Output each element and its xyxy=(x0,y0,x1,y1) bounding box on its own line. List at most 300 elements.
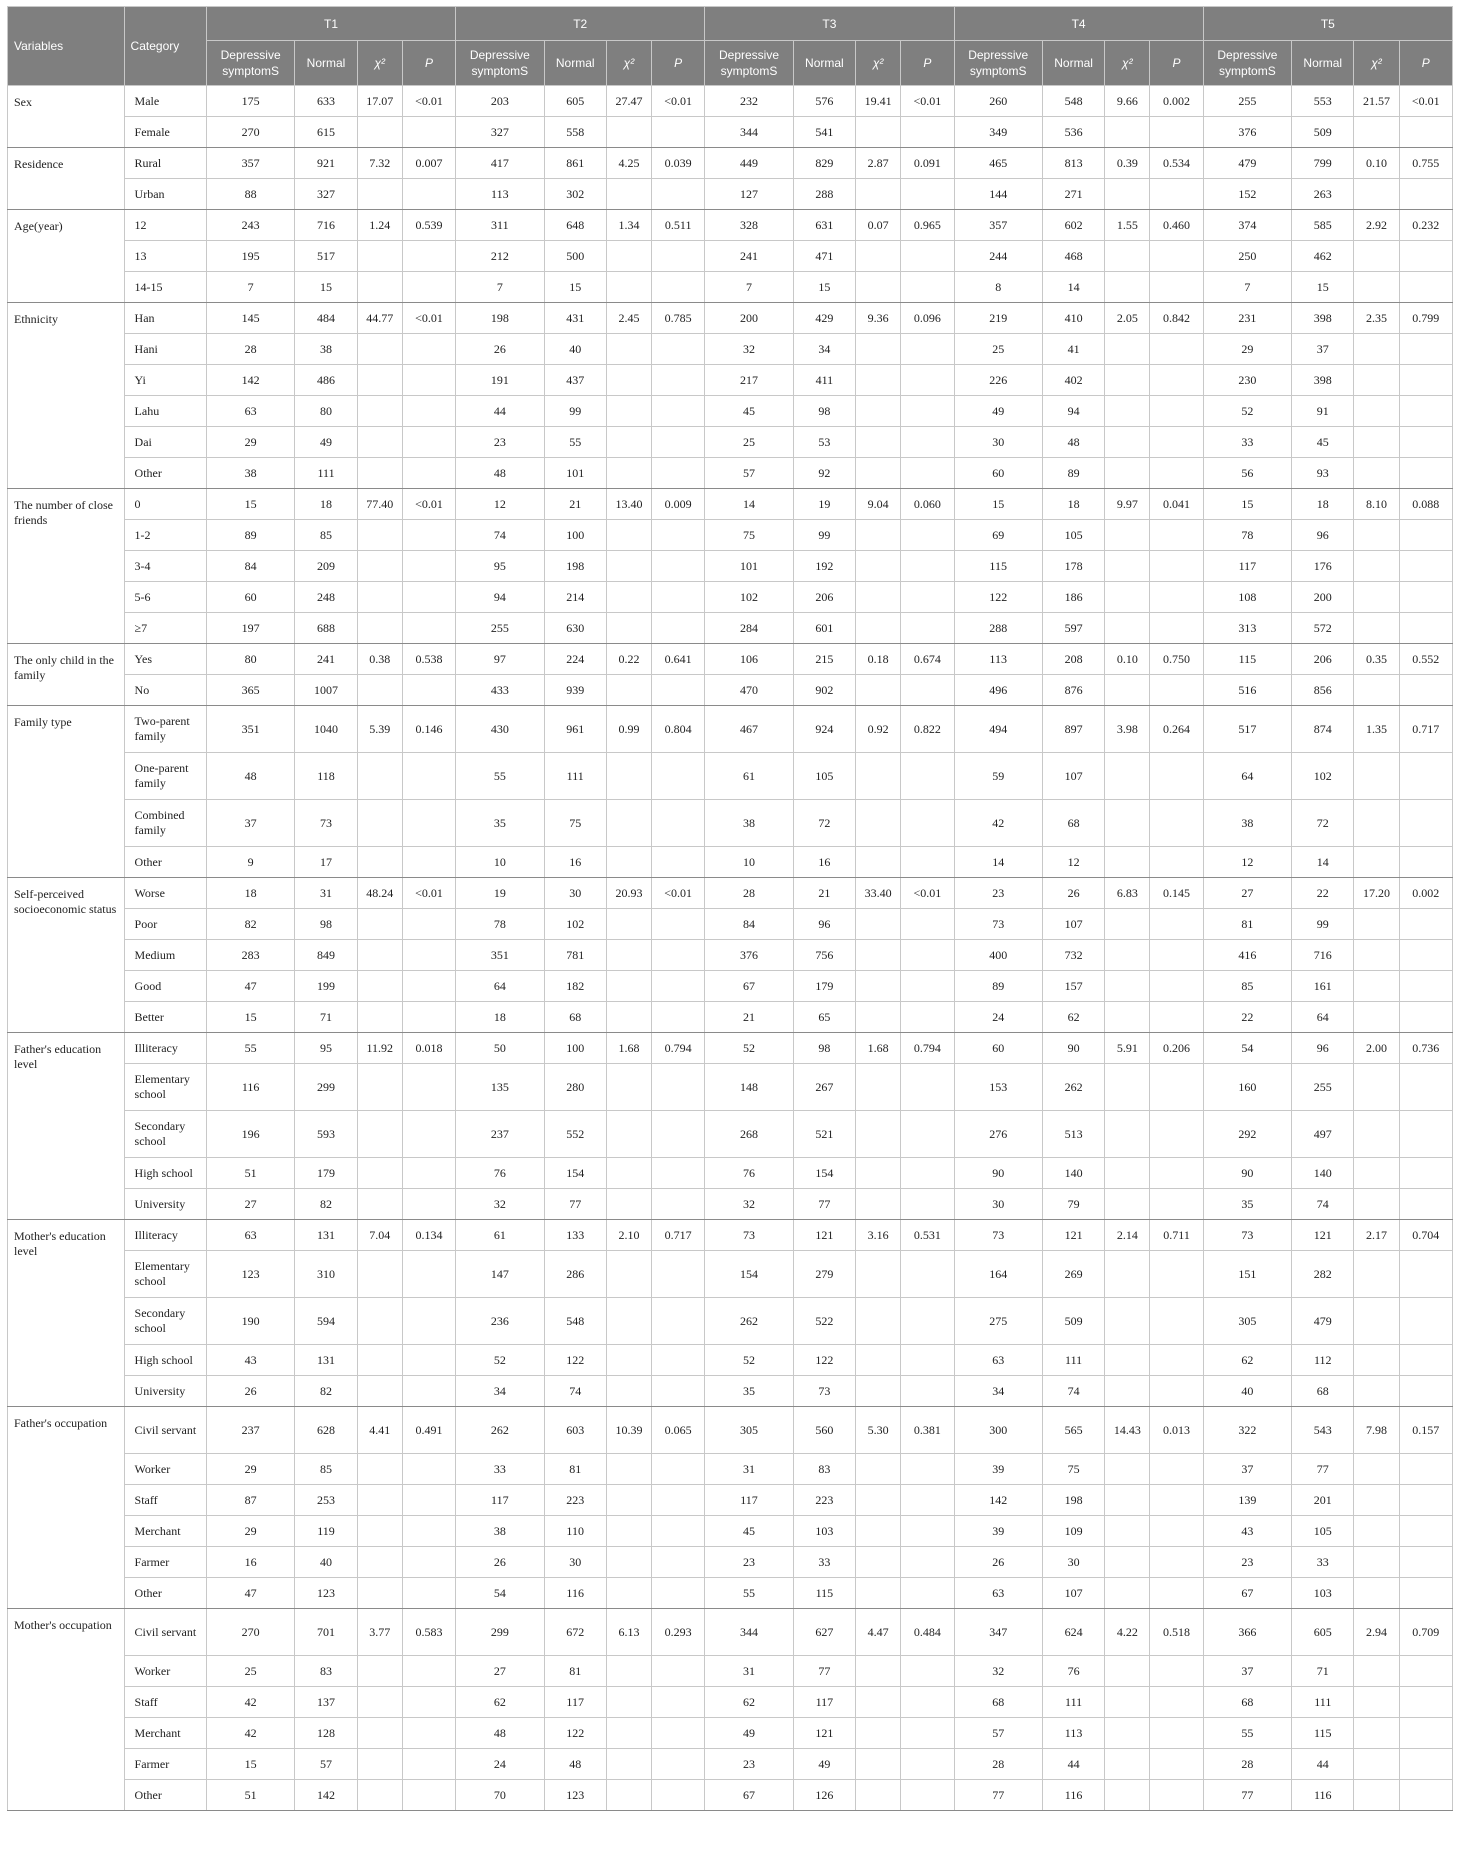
value-cell: 1040 xyxy=(295,706,357,753)
value-cell xyxy=(901,1516,954,1547)
table-row xyxy=(8,1158,1453,1189)
value-cell xyxy=(606,1485,651,1516)
value-cell: 80 xyxy=(295,396,357,427)
value-cell: 77 xyxy=(1292,1454,1354,1485)
value-cell: 0.134 xyxy=(402,1220,455,1251)
value-cell xyxy=(1105,800,1150,847)
value-cell xyxy=(1105,1064,1150,1111)
value-cell: 99 xyxy=(1292,909,1354,940)
value-cell: 0.041 xyxy=(1150,489,1203,520)
value-cell: 96 xyxy=(793,909,855,940)
value-cell: 67 xyxy=(1203,1578,1291,1609)
value-cell: 4.25 xyxy=(606,148,651,179)
value-cell: 0.717 xyxy=(1399,706,1452,753)
value-cell: 190 xyxy=(206,1298,294,1345)
value-cell: 0.39 xyxy=(1105,148,1150,179)
value-cell xyxy=(1150,520,1203,551)
value-cell: 212 xyxy=(456,241,544,272)
value-cell: 509 xyxy=(1292,117,1354,148)
value-cell: 33 xyxy=(793,1547,855,1578)
value-cell: 199 xyxy=(295,971,357,1002)
value-cell xyxy=(1150,551,1203,582)
variable-cell: Father's occupation xyxy=(8,1407,125,1609)
value-cell: 6.83 xyxy=(1105,878,1150,909)
value-cell xyxy=(357,1547,402,1578)
value-cell: 1.68 xyxy=(856,1033,901,1064)
category-cell: Secondary school xyxy=(124,1298,206,1345)
value-cell: 105 xyxy=(1042,520,1104,551)
value-cell: 179 xyxy=(295,1158,357,1189)
category-cell: Han xyxy=(124,303,206,334)
value-cell xyxy=(402,1687,455,1718)
value-cell xyxy=(606,334,651,365)
value-cell: 76 xyxy=(456,1158,544,1189)
value-cell: 57 xyxy=(295,1749,357,1780)
value-cell: 73 xyxy=(793,1376,855,1407)
value-cell: 28 xyxy=(1203,1749,1291,1780)
value-cell xyxy=(606,365,651,396)
table-row xyxy=(8,334,1453,365)
table-row xyxy=(8,1251,1453,1298)
value-cell: 116 xyxy=(1042,1780,1104,1811)
value-cell: 52 xyxy=(1203,396,1291,427)
table-row xyxy=(8,1189,1453,1220)
value-cell xyxy=(1150,582,1203,613)
value-cell xyxy=(1150,1485,1203,1516)
value-cell: 16 xyxy=(793,847,855,878)
value-cell xyxy=(357,971,402,1002)
value-cell xyxy=(1105,334,1150,365)
header-category: Category xyxy=(124,7,206,86)
value-cell xyxy=(1354,365,1399,396)
value-cell xyxy=(1105,1376,1150,1407)
value-cell xyxy=(1105,1656,1150,1687)
value-cell: 0.10 xyxy=(1354,148,1399,179)
value-cell: 101 xyxy=(544,458,606,489)
value-cell: 856 xyxy=(1292,675,1354,706)
value-cell xyxy=(901,613,954,644)
value-cell: 302 xyxy=(544,179,606,210)
value-cell: 110 xyxy=(544,1516,606,1547)
value-cell: 344 xyxy=(705,117,793,148)
value-cell xyxy=(357,800,402,847)
value-cell: 283 xyxy=(206,940,294,971)
category-cell: High school xyxy=(124,1158,206,1189)
value-cell xyxy=(606,272,651,303)
value-cell: 151 xyxy=(1203,1251,1291,1298)
value-cell: 55 xyxy=(1203,1718,1291,1749)
subheader-depressive: Depressive symptomS xyxy=(954,41,1042,86)
value-cell xyxy=(652,117,705,148)
value-cell: 201 xyxy=(1292,1485,1354,1516)
value-cell xyxy=(1105,365,1150,396)
value-cell: 62 xyxy=(1042,1002,1104,1033)
value-cell: 0.065 xyxy=(652,1407,705,1454)
value-cell: 44 xyxy=(1292,1749,1354,1780)
value-cell: 121 xyxy=(1042,1220,1104,1251)
value-cell: 874 xyxy=(1292,706,1354,753)
value-cell: 12 xyxy=(1203,847,1291,878)
value-cell xyxy=(1150,800,1203,847)
value-cell: 157 xyxy=(1042,971,1104,1002)
value-cell: 701 xyxy=(295,1609,357,1656)
value-cell: 223 xyxy=(793,1485,855,1516)
value-cell: 0.736 xyxy=(1399,1033,1452,1064)
table-row xyxy=(8,582,1453,613)
table-row xyxy=(8,1718,1453,1749)
value-cell xyxy=(1354,1064,1399,1111)
value-cell: 594 xyxy=(295,1298,357,1345)
value-cell xyxy=(901,1376,954,1407)
value-cell: 11.92 xyxy=(357,1033,402,1064)
table-row xyxy=(8,1454,1453,1485)
value-cell xyxy=(652,1111,705,1158)
table-row xyxy=(8,1547,1453,1578)
value-cell: 121 xyxy=(1292,1220,1354,1251)
value-cell: 23 xyxy=(1203,1547,1291,1578)
value-cell: 255 xyxy=(1292,1064,1354,1111)
value-cell xyxy=(1105,753,1150,800)
value-cell: 255 xyxy=(456,613,544,644)
value-cell xyxy=(1354,520,1399,551)
value-cell: 0.794 xyxy=(652,1033,705,1064)
value-cell: <0.01 xyxy=(402,86,455,117)
value-cell: 200 xyxy=(705,303,793,334)
category-cell: University xyxy=(124,1189,206,1220)
category-cell: Elementary school xyxy=(124,1064,206,1111)
value-cell: 206 xyxy=(1292,644,1354,675)
value-cell: 22 xyxy=(1292,878,1354,909)
value-cell: 77 xyxy=(954,1780,1042,1811)
value-cell: 7 xyxy=(206,272,294,303)
table-container xyxy=(7,6,1453,1811)
subheader-p: P xyxy=(901,41,954,86)
value-cell: 75 xyxy=(705,520,793,551)
value-cell: 517 xyxy=(1203,706,1291,753)
value-cell: 37 xyxy=(206,800,294,847)
value-cell: 231 xyxy=(1203,303,1291,334)
value-cell: 31 xyxy=(705,1656,793,1687)
value-cell: <0.01 xyxy=(402,878,455,909)
category-cell: Other xyxy=(124,458,206,489)
table-row xyxy=(8,551,1453,582)
value-cell xyxy=(652,396,705,427)
value-cell: 627 xyxy=(793,1609,855,1656)
value-cell: 268 xyxy=(705,1111,793,1158)
value-cell: 688 xyxy=(295,613,357,644)
value-cell: 0.039 xyxy=(652,148,705,179)
value-cell: 18 xyxy=(295,489,357,520)
value-cell: 0.146 xyxy=(402,706,455,753)
value-cell: 103 xyxy=(1292,1578,1354,1609)
value-cell: 113 xyxy=(1042,1718,1104,1749)
value-cell: 585 xyxy=(1292,210,1354,241)
value-cell xyxy=(1105,1780,1150,1811)
value-cell: 21.57 xyxy=(1354,86,1399,117)
category-cell: Rural xyxy=(124,148,206,179)
value-cell xyxy=(402,1111,455,1158)
value-cell xyxy=(856,1718,901,1749)
value-cell xyxy=(1354,1251,1399,1298)
value-cell: 398 xyxy=(1292,365,1354,396)
value-cell: 77.40 xyxy=(357,489,402,520)
variable-cell: Sex xyxy=(8,86,125,148)
value-cell: 55 xyxy=(705,1578,793,1609)
value-cell: 31 xyxy=(705,1454,793,1485)
value-cell: 648 xyxy=(544,210,606,241)
value-cell xyxy=(357,365,402,396)
value-cell: 68 xyxy=(1203,1687,1291,1718)
value-cell: 431 xyxy=(544,303,606,334)
value-cell xyxy=(856,241,901,272)
value-cell: 198 xyxy=(1042,1485,1104,1516)
value-cell xyxy=(606,1158,651,1189)
subheader-p: P xyxy=(1150,41,1203,86)
value-cell xyxy=(652,1251,705,1298)
value-cell xyxy=(357,1298,402,1345)
value-cell xyxy=(357,1656,402,1687)
value-cell xyxy=(1105,520,1150,551)
value-cell: 0.10 xyxy=(1105,644,1150,675)
value-cell xyxy=(402,272,455,303)
value-cell xyxy=(1150,1002,1203,1033)
value-cell xyxy=(1105,427,1150,458)
value-cell: 25 xyxy=(705,427,793,458)
value-cell: 417 xyxy=(456,148,544,179)
value-cell: 14 xyxy=(954,847,1042,878)
value-cell: 39 xyxy=(954,1516,1042,1547)
value-cell: 111 xyxy=(544,753,606,800)
value-cell xyxy=(357,427,402,458)
value-cell: 15 xyxy=(206,1749,294,1780)
value-cell: 0.711 xyxy=(1150,1220,1203,1251)
value-cell: 45 xyxy=(705,396,793,427)
value-cell: 90 xyxy=(954,1158,1042,1189)
value-cell: 89 xyxy=(954,971,1042,1002)
value-cell: 23 xyxy=(954,878,1042,909)
value-cell: 89 xyxy=(206,520,294,551)
value-cell: 131 xyxy=(295,1345,357,1376)
variable-cell: Residence xyxy=(8,148,125,210)
value-cell xyxy=(856,272,901,303)
value-cell: <0.01 xyxy=(402,303,455,334)
variable-cell: Mother's occupation xyxy=(8,1609,125,1811)
value-cell: 28 xyxy=(954,1749,1042,1780)
value-cell xyxy=(1150,753,1203,800)
value-cell: 72 xyxy=(793,800,855,847)
value-cell: 198 xyxy=(456,303,544,334)
value-cell xyxy=(901,1578,954,1609)
category-cell: 1-2 xyxy=(124,520,206,551)
value-cell: 48 xyxy=(456,458,544,489)
value-cell xyxy=(357,1002,402,1033)
value-cell xyxy=(606,1516,651,1547)
value-cell xyxy=(1399,241,1452,272)
value-cell: 416 xyxy=(1203,940,1291,971)
value-cell xyxy=(901,520,954,551)
value-cell xyxy=(856,847,901,878)
value-cell xyxy=(357,582,402,613)
value-cell: 322 xyxy=(1203,1407,1291,1454)
value-cell xyxy=(402,551,455,582)
value-cell xyxy=(357,1718,402,1749)
value-cell: 38 xyxy=(206,458,294,489)
table-row xyxy=(8,847,1453,878)
value-cell xyxy=(1105,458,1150,489)
value-cell xyxy=(1150,613,1203,644)
value-cell xyxy=(901,241,954,272)
value-cell xyxy=(652,971,705,1002)
value-cell xyxy=(1150,1064,1203,1111)
value-cell: 54 xyxy=(1203,1033,1291,1064)
value-cell xyxy=(1105,940,1150,971)
value-cell: 102 xyxy=(705,582,793,613)
category-cell: Medium xyxy=(124,940,206,971)
value-cell xyxy=(1354,1485,1399,1516)
value-cell xyxy=(652,1189,705,1220)
value-cell: 117 xyxy=(544,1687,606,1718)
value-cell xyxy=(652,179,705,210)
value-cell: 56 xyxy=(1203,458,1291,489)
value-cell: 15 xyxy=(954,489,1042,520)
value-cell: 160 xyxy=(1203,1064,1291,1111)
value-cell xyxy=(652,1780,705,1811)
value-cell xyxy=(402,1656,455,1687)
value-cell xyxy=(357,1485,402,1516)
value-cell: <0.01 xyxy=(652,878,705,909)
value-cell: 39 xyxy=(954,1454,1042,1485)
value-cell: 102 xyxy=(1292,753,1354,800)
value-cell xyxy=(856,1002,901,1033)
value-cell: 630 xyxy=(544,613,606,644)
value-cell xyxy=(856,334,901,365)
value-cell: 0.002 xyxy=(1399,878,1452,909)
value-cell xyxy=(1399,1656,1452,1687)
value-cell: 15 xyxy=(544,272,606,303)
table-row xyxy=(8,458,1453,489)
value-cell: 48 xyxy=(206,753,294,800)
value-cell: 63 xyxy=(206,1220,294,1251)
value-cell: 24 xyxy=(954,1002,1042,1033)
value-cell: 716 xyxy=(295,210,357,241)
value-cell xyxy=(901,365,954,396)
value-cell: 48.24 xyxy=(357,878,402,909)
value-cell: 209 xyxy=(295,551,357,582)
value-cell xyxy=(1399,1485,1452,1516)
value-cell: 0.799 xyxy=(1399,303,1452,334)
value-cell: 67 xyxy=(705,1780,793,1811)
value-cell: 411 xyxy=(793,365,855,396)
value-cell xyxy=(856,940,901,971)
value-cell: 4.41 xyxy=(357,1407,402,1454)
value-cell: 15 xyxy=(295,272,357,303)
value-cell xyxy=(1399,1718,1452,1749)
value-cell: 45 xyxy=(1292,427,1354,458)
value-cell: 0.511 xyxy=(652,210,705,241)
value-cell xyxy=(1354,396,1399,427)
value-cell: 548 xyxy=(1042,86,1104,117)
value-cell: 0.293 xyxy=(652,1609,705,1656)
value-cell xyxy=(1354,1345,1399,1376)
value-cell: 117 xyxy=(456,1485,544,1516)
value-cell: 113 xyxy=(456,179,544,210)
value-cell xyxy=(1399,1345,1452,1376)
value-cell xyxy=(652,241,705,272)
value-cell xyxy=(652,1376,705,1407)
value-cell: 214 xyxy=(544,582,606,613)
value-cell: 433 xyxy=(456,675,544,706)
value-cell xyxy=(606,396,651,427)
category-cell: No xyxy=(124,675,206,706)
value-cell xyxy=(357,551,402,582)
table-row xyxy=(8,489,1453,520)
value-cell xyxy=(357,241,402,272)
value-cell: 99 xyxy=(544,396,606,427)
value-cell xyxy=(1354,971,1399,1002)
value-cell xyxy=(652,1749,705,1780)
value-cell: 603 xyxy=(544,1407,606,1454)
value-cell xyxy=(402,179,455,210)
value-cell xyxy=(856,458,901,489)
category-cell: Combined family xyxy=(124,800,206,847)
value-cell xyxy=(1354,334,1399,365)
value-cell: 230 xyxy=(1203,365,1291,396)
value-cell xyxy=(402,1345,455,1376)
value-cell xyxy=(357,1376,402,1407)
value-cell xyxy=(1399,272,1452,303)
table-row xyxy=(8,706,1453,753)
value-cell: 2.14 xyxy=(1105,1220,1150,1251)
value-cell xyxy=(1150,365,1203,396)
value-cell: 145 xyxy=(206,303,294,334)
value-cell: 73 xyxy=(1203,1220,1291,1251)
value-cell: 32 xyxy=(456,1189,544,1220)
value-cell: 0.007 xyxy=(402,148,455,179)
value-cell: 513 xyxy=(1042,1111,1104,1158)
value-cell xyxy=(1354,1189,1399,1220)
value-cell: 23 xyxy=(456,427,544,458)
value-cell: 26 xyxy=(954,1547,1042,1578)
value-cell: 23 xyxy=(705,1749,793,1780)
value-cell: 144 xyxy=(954,179,1042,210)
value-cell: 1.34 xyxy=(606,210,651,241)
value-cell: 430 xyxy=(456,706,544,753)
value-cell: 496 xyxy=(954,675,1042,706)
category-cell: Elementary school xyxy=(124,1251,206,1298)
value-cell: 270 xyxy=(206,1609,294,1656)
value-cell: 113 xyxy=(954,644,1042,675)
value-cell xyxy=(901,334,954,365)
value-cell xyxy=(901,272,954,303)
value-cell xyxy=(606,753,651,800)
value-cell xyxy=(901,675,954,706)
value-cell xyxy=(856,800,901,847)
category-cell: Secondary school xyxy=(124,1111,206,1158)
value-cell: 376 xyxy=(705,940,793,971)
value-cell: 32 xyxy=(705,1189,793,1220)
value-cell: 0.804 xyxy=(652,706,705,753)
value-cell: 101 xyxy=(705,551,793,582)
table-body xyxy=(8,86,1453,1811)
value-cell: 26 xyxy=(1042,878,1104,909)
value-cell xyxy=(652,1718,705,1749)
value-cell xyxy=(402,1749,455,1780)
value-cell: 109 xyxy=(1042,1516,1104,1547)
value-cell: 49 xyxy=(295,427,357,458)
value-cell xyxy=(1150,179,1203,210)
value-cell xyxy=(606,940,651,971)
value-cell: 44 xyxy=(1042,1749,1104,1780)
